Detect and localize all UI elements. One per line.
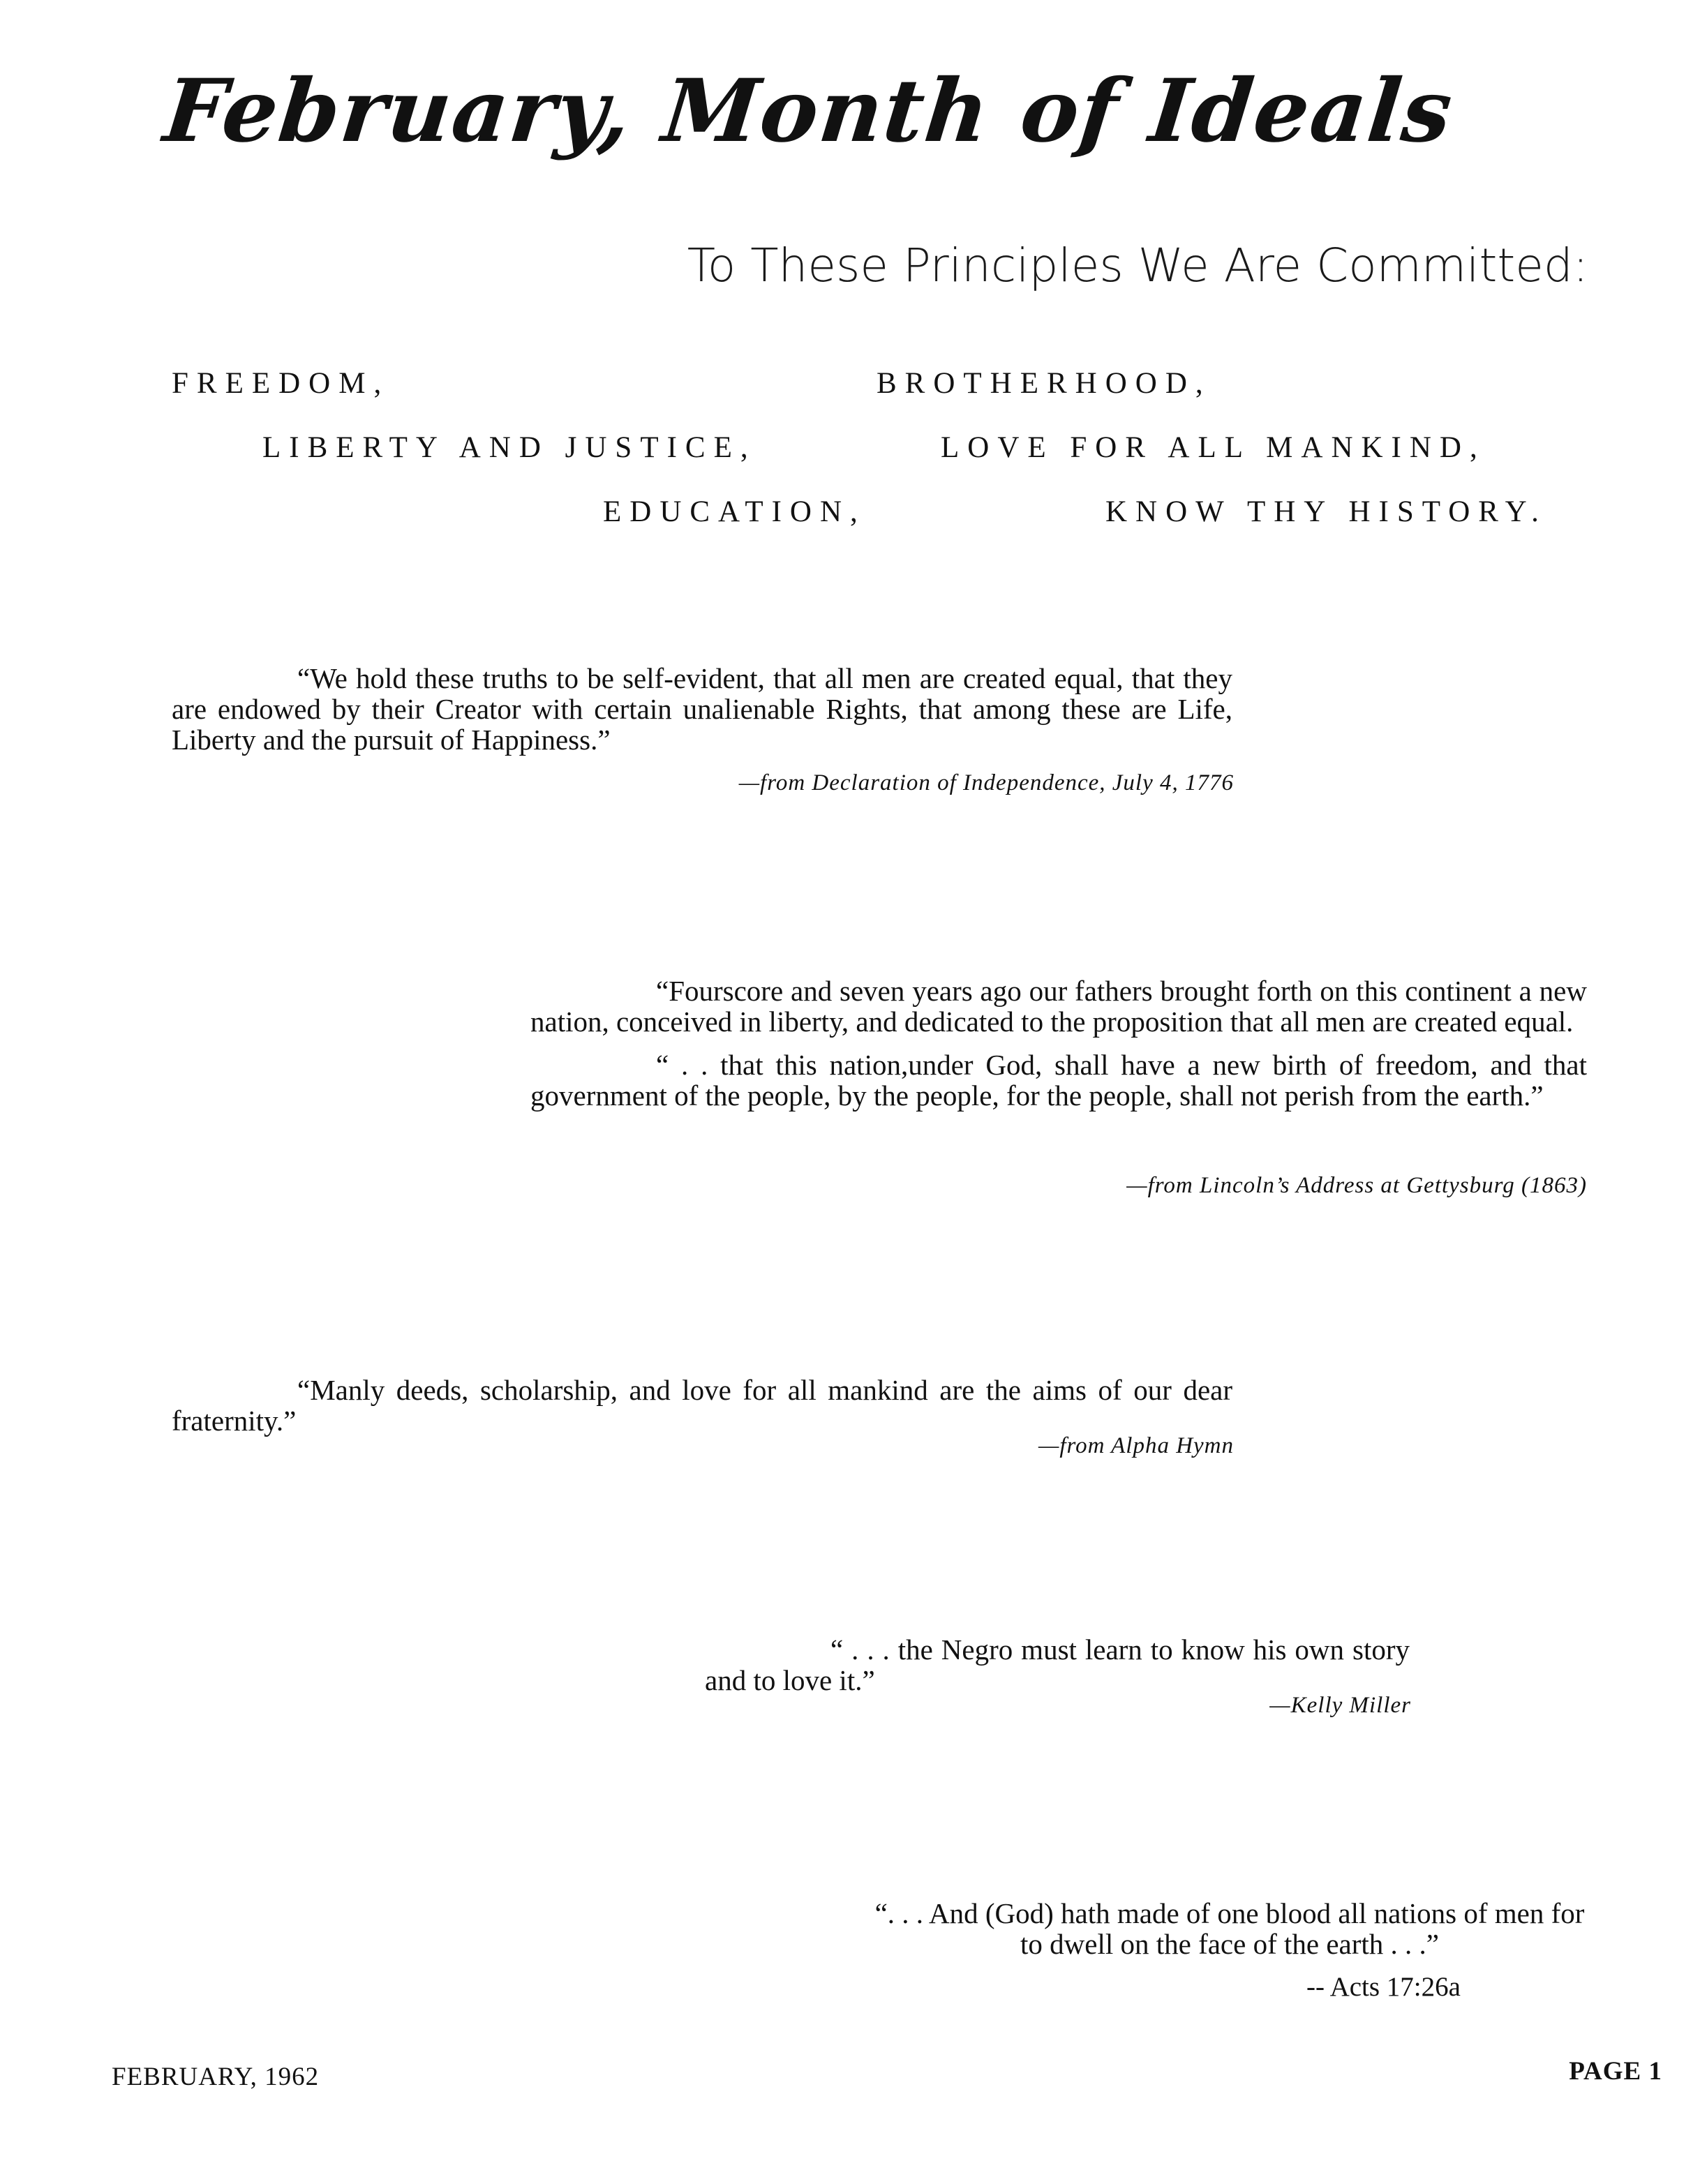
footer-date: FEBRUARY, 1962	[112, 2063, 320, 2091]
principle-brotherhood: BROTHERHOOD,	[877, 367, 1211, 400]
principle-know-history: KNOW THY HISTORY.	[1105, 495, 1547, 528]
quote-declaration	[172, 663, 1232, 755]
page-title: February, Month of Ideals	[159, 61, 1459, 162]
attribution-lincoln: —from Lincoln’s Address at Gettysburg (1863)	[1126, 1173, 1587, 1198]
quote-text: “Fourscore and seven years ago our fathers brought forth on this continent a new nation, conceived in liberty, and dedicated to the proposition that all men are created equal.	[530, 975, 1587, 1038]
quote-text: “Manly deeds, scholarship, and love for all mankind are the aims of our dear fraternity.”	[172, 1374, 1232, 1437]
quote-text: “ . . that this nation,under God, shall have a new birth of freedom, and that government of the people, by the people, for the people, shall not perish from the earth.”	[530, 1049, 1587, 1112]
attribution-miller: —Kelly Miller	[1269, 1693, 1411, 1718]
quote-lincoln	[530, 975, 1587, 1111]
attribution-acts: -- Acts 17:26a	[1306, 1972, 1461, 2002]
quote-miller	[705, 1634, 1410, 1696]
quote-text: “ . . . the Negro must learn to know his own story and to love it.”	[705, 1633, 1410, 1696]
page-subtitle: To These Principles We Are Committed:	[687, 239, 1588, 292]
attribution-declaration: —from Declaration of Independence, July 4, 1776	[738, 770, 1234, 795]
principle-education: EDUCATION,	[603, 495, 866, 528]
principle-liberty-justice: LIBERTY AND JUSTICE,	[262, 431, 756, 464]
principle-love-mankind: LOVE FOR ALL MANKIND,	[941, 431, 1486, 464]
quote-hymn	[172, 1375, 1232, 1436]
principle-freedom: FREEDOM,	[172, 367, 390, 400]
quote-text: “. . . And (God) hath made of one blood all nations of men for to dwell on the face of the earth . . .”	[874, 1897, 1585, 1960]
attribution-hymn: —from Alpha Hymn	[1038, 1433, 1234, 1458]
quote-acts	[872, 1898, 1587, 1959]
page-number: PAGE 1	[1569, 2057, 1662, 2086]
quote-text: “We hold these truths to be self-evident, that all men are created equal, that they are endowed by their Creator with certain unalienable Rights, that among these are Life, Liberty and the pursuit of Happiness.”	[172, 662, 1232, 756]
